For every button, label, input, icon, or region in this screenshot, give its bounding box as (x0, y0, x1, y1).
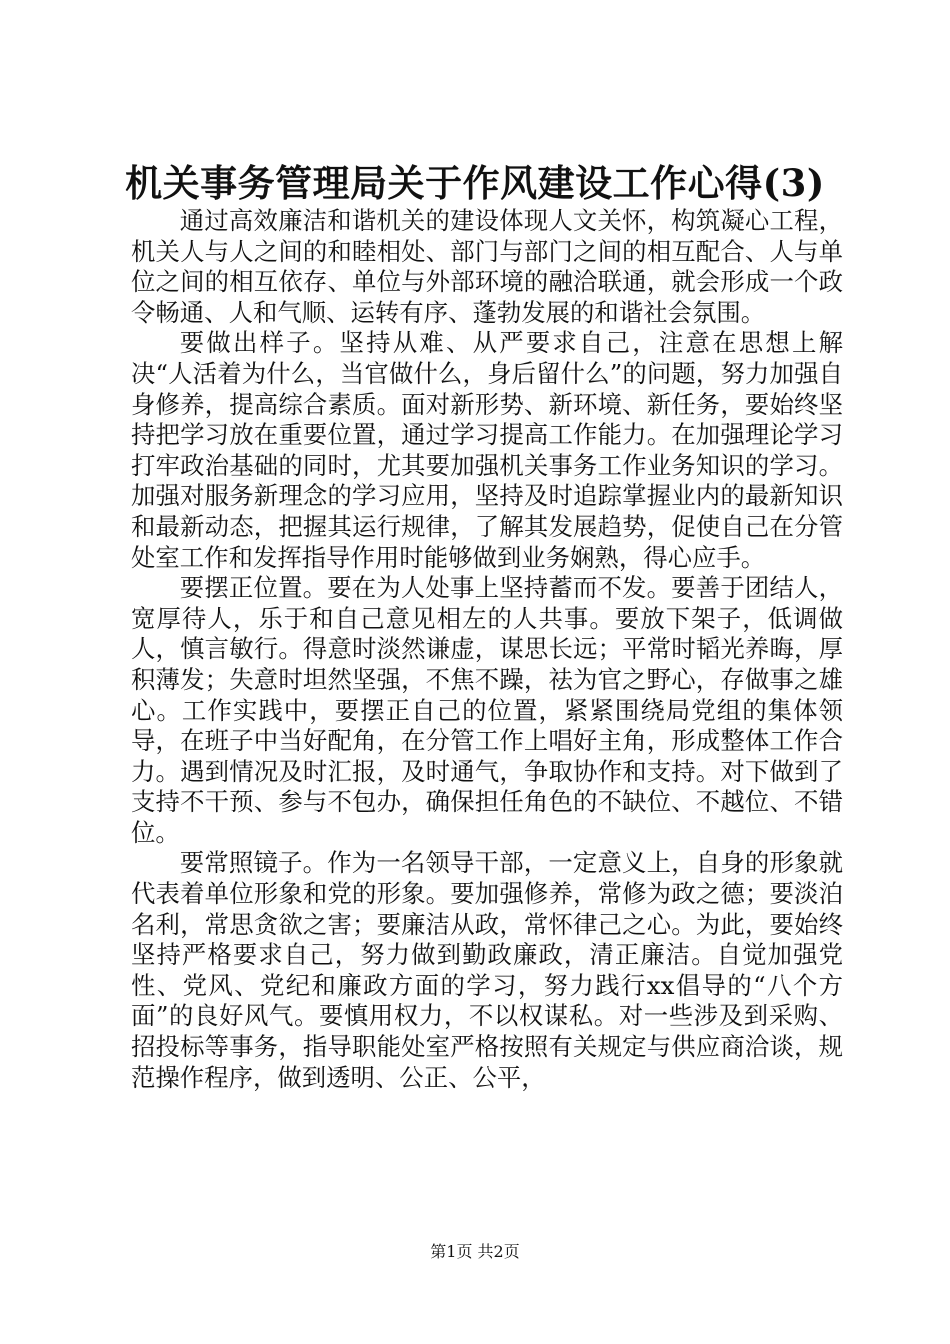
document-title: 机关事务管理局关于作风建设工作心得(3) (125, 161, 825, 205)
page-number-footer: 第1页 共2页 (430, 1242, 520, 1261)
paragraph: 通过高效廉洁和谐机关的建设体现人文关怀，构筑凝心工程，机关人与人之间的和睦相处、部门与部门之间的相互配合、人与单位之间的相互依存、单位与外部环境的融洽联通，就会形成一个政令畅通、人和气顺、运转有序、蓬勃发展的和谐社会氛围。 (131, 206, 843, 327)
document-body (131, 206, 843, 1093)
paragraph: 要常照镜子。作为一名领导干部，一定意义上，自身的形象就代表着单位形象和党的形象。要加强修养，常修为政之德；要淡泊名利，常思贪欲之害；要廉洁从政，常怀律己之心。为此，要始终坚持严格要求自己，努力做到勤政廉政，清正廉洁。自觉加强党性、党风、党纪和廉政方面的学习，努力践行xx倡导的“八个方面”的良好风气。要慎用权力，不以权谋私。对一些涉及到采购、招投标等事务，指导职能处室严格按照有关规定与供应商洽谈，规范操作程序，做到透明、公正、公平， (131, 848, 843, 1092)
paragraph: 要做出样子。坚持从难、从严要求自己，注意在思想上解决“人活着为什么，当官做什么，身后留什么”的问题，努力加强自身修养，提高综合素质。面对新形势、新环境、新任务，要始终坚持把学习放在重要位置，通过学习提高工作能力。在加强理论学习打牢政治基础的同时，尤其要加强机关事务工作业务知识的学习。加强对服务新理念的学习应用，坚持及时追踪掌握业内的最新知识和最新动态，把握其运行规律，了解其发展趋势，促使自己在分管处室工作和发挥指导作用时能够做到业务娴熟，得心应手。 (131, 328, 843, 572)
paragraph: 要摆正位置。要在为人处事上坚持蓄而不发。要善于团结人，宽厚待人，乐于和自己意见相左的人共事。要放下架子，低调做人，慎言敏行。得意时淡然谦虚，谋思长远；平常时韬光养晦，厚积薄发；失意时坦然坚强，不焦不躁，祛为官之野心，存做事之雄心。工作实践中，要摆正自己的位置，紧紧围绕局党组的集体领导，在班子中当好配角，在分管工作上唱好主角，形成整体工作合力。遇到情况及时汇报，及时通气，争取协作和支持。对下做到了支持不干预、参与不包办，确保担任角色的不缺位、不越位、不错位。 (131, 573, 843, 847)
